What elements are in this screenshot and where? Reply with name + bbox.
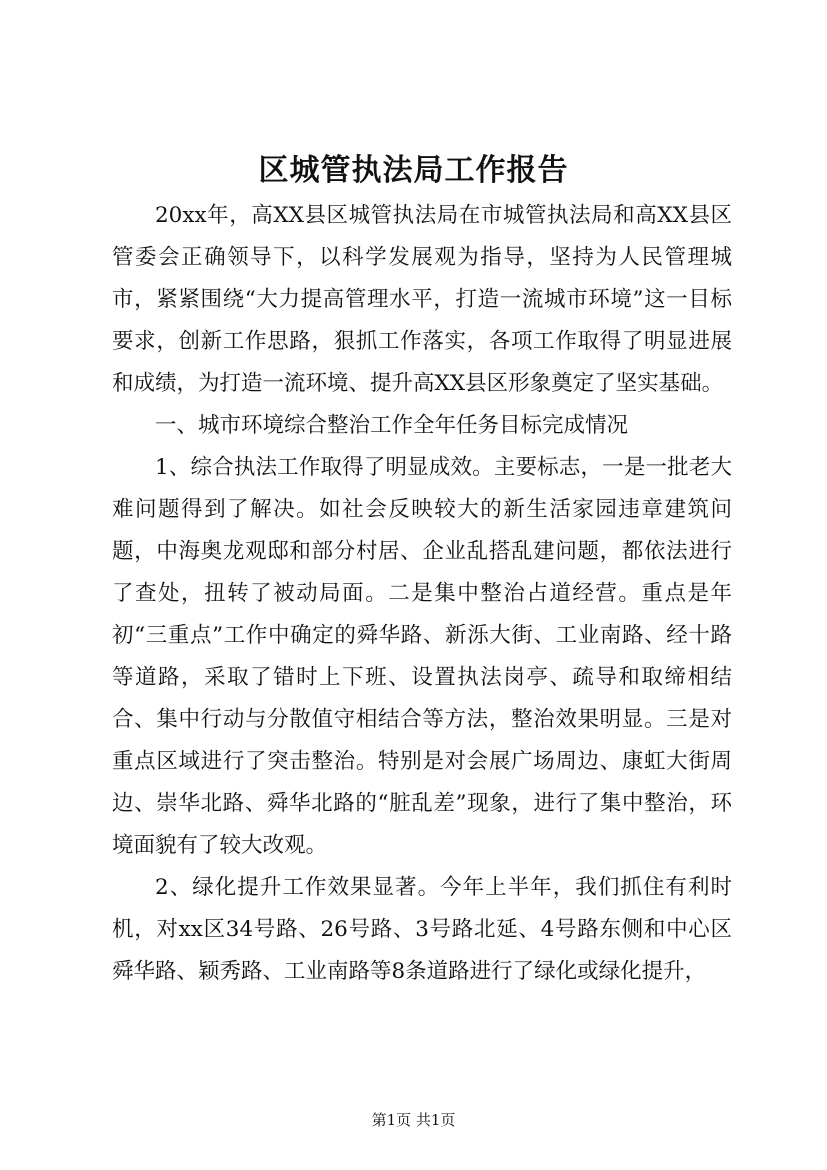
page-title: 区城管执法局工作报告	[258, 153, 569, 188]
section-heading: 一、城市环境综合整治工作全年任务目标完成情况	[155, 413, 629, 438]
paragraph-enforcement: 1、综合执法工作取得了明显成效。主要标志，一是一批老大难问题得到了解决。如社会反映较大的新生活家园违章建筑问题，中海奥龙观邸和部分村居、企业乱搭乱建问题，都依法进行了查处，扭转了被动局面。二是集中整治占道经营。重点是年初“三重点”工作中确定的舜华路、新泺大街、工业南路、经十路等道路，采取了错时上下班、设置执法岗亭、疏导和取缔相结合、集中行动与分散值守相结合等方法，整治效果明显。三是对重点区域进行了突击整治。特别是对会展广场周边、康虹大街周边、崇华北路、舜华北路的“脏乱差”现象，进行了集中整治，环境面貌有了较大改观。	[112, 455, 732, 858]
document-body	[112, 195, 732, 993]
paragraph-greening: 2、绿化提升工作效果显著。今年上半年，我们抓住有利时机，对xx区34号路、26号路、3号路北延、4号路东侧和中心区舜华路、颖秀路、工业南路等8条道路进行了绿化或绿化提升，	[112, 875, 732, 984]
page-number: 第1页 共1页	[371, 1111, 456, 1129]
paragraph-intro: 20xx年，高XX县区城管执法局在市城管执法局和高XX县区管委会正确领导下，以科学发展观为指导，坚持为人民管理城市，紧紧围绕“大力提高管理水平，打造一流城市环境”这一目标要求，创新工作思路，狠抓工作落实，各项工作取得了明显进展和成绩，为打造一流环境、提升高XX县区形象奠定了坚实基础。	[112, 203, 732, 396]
